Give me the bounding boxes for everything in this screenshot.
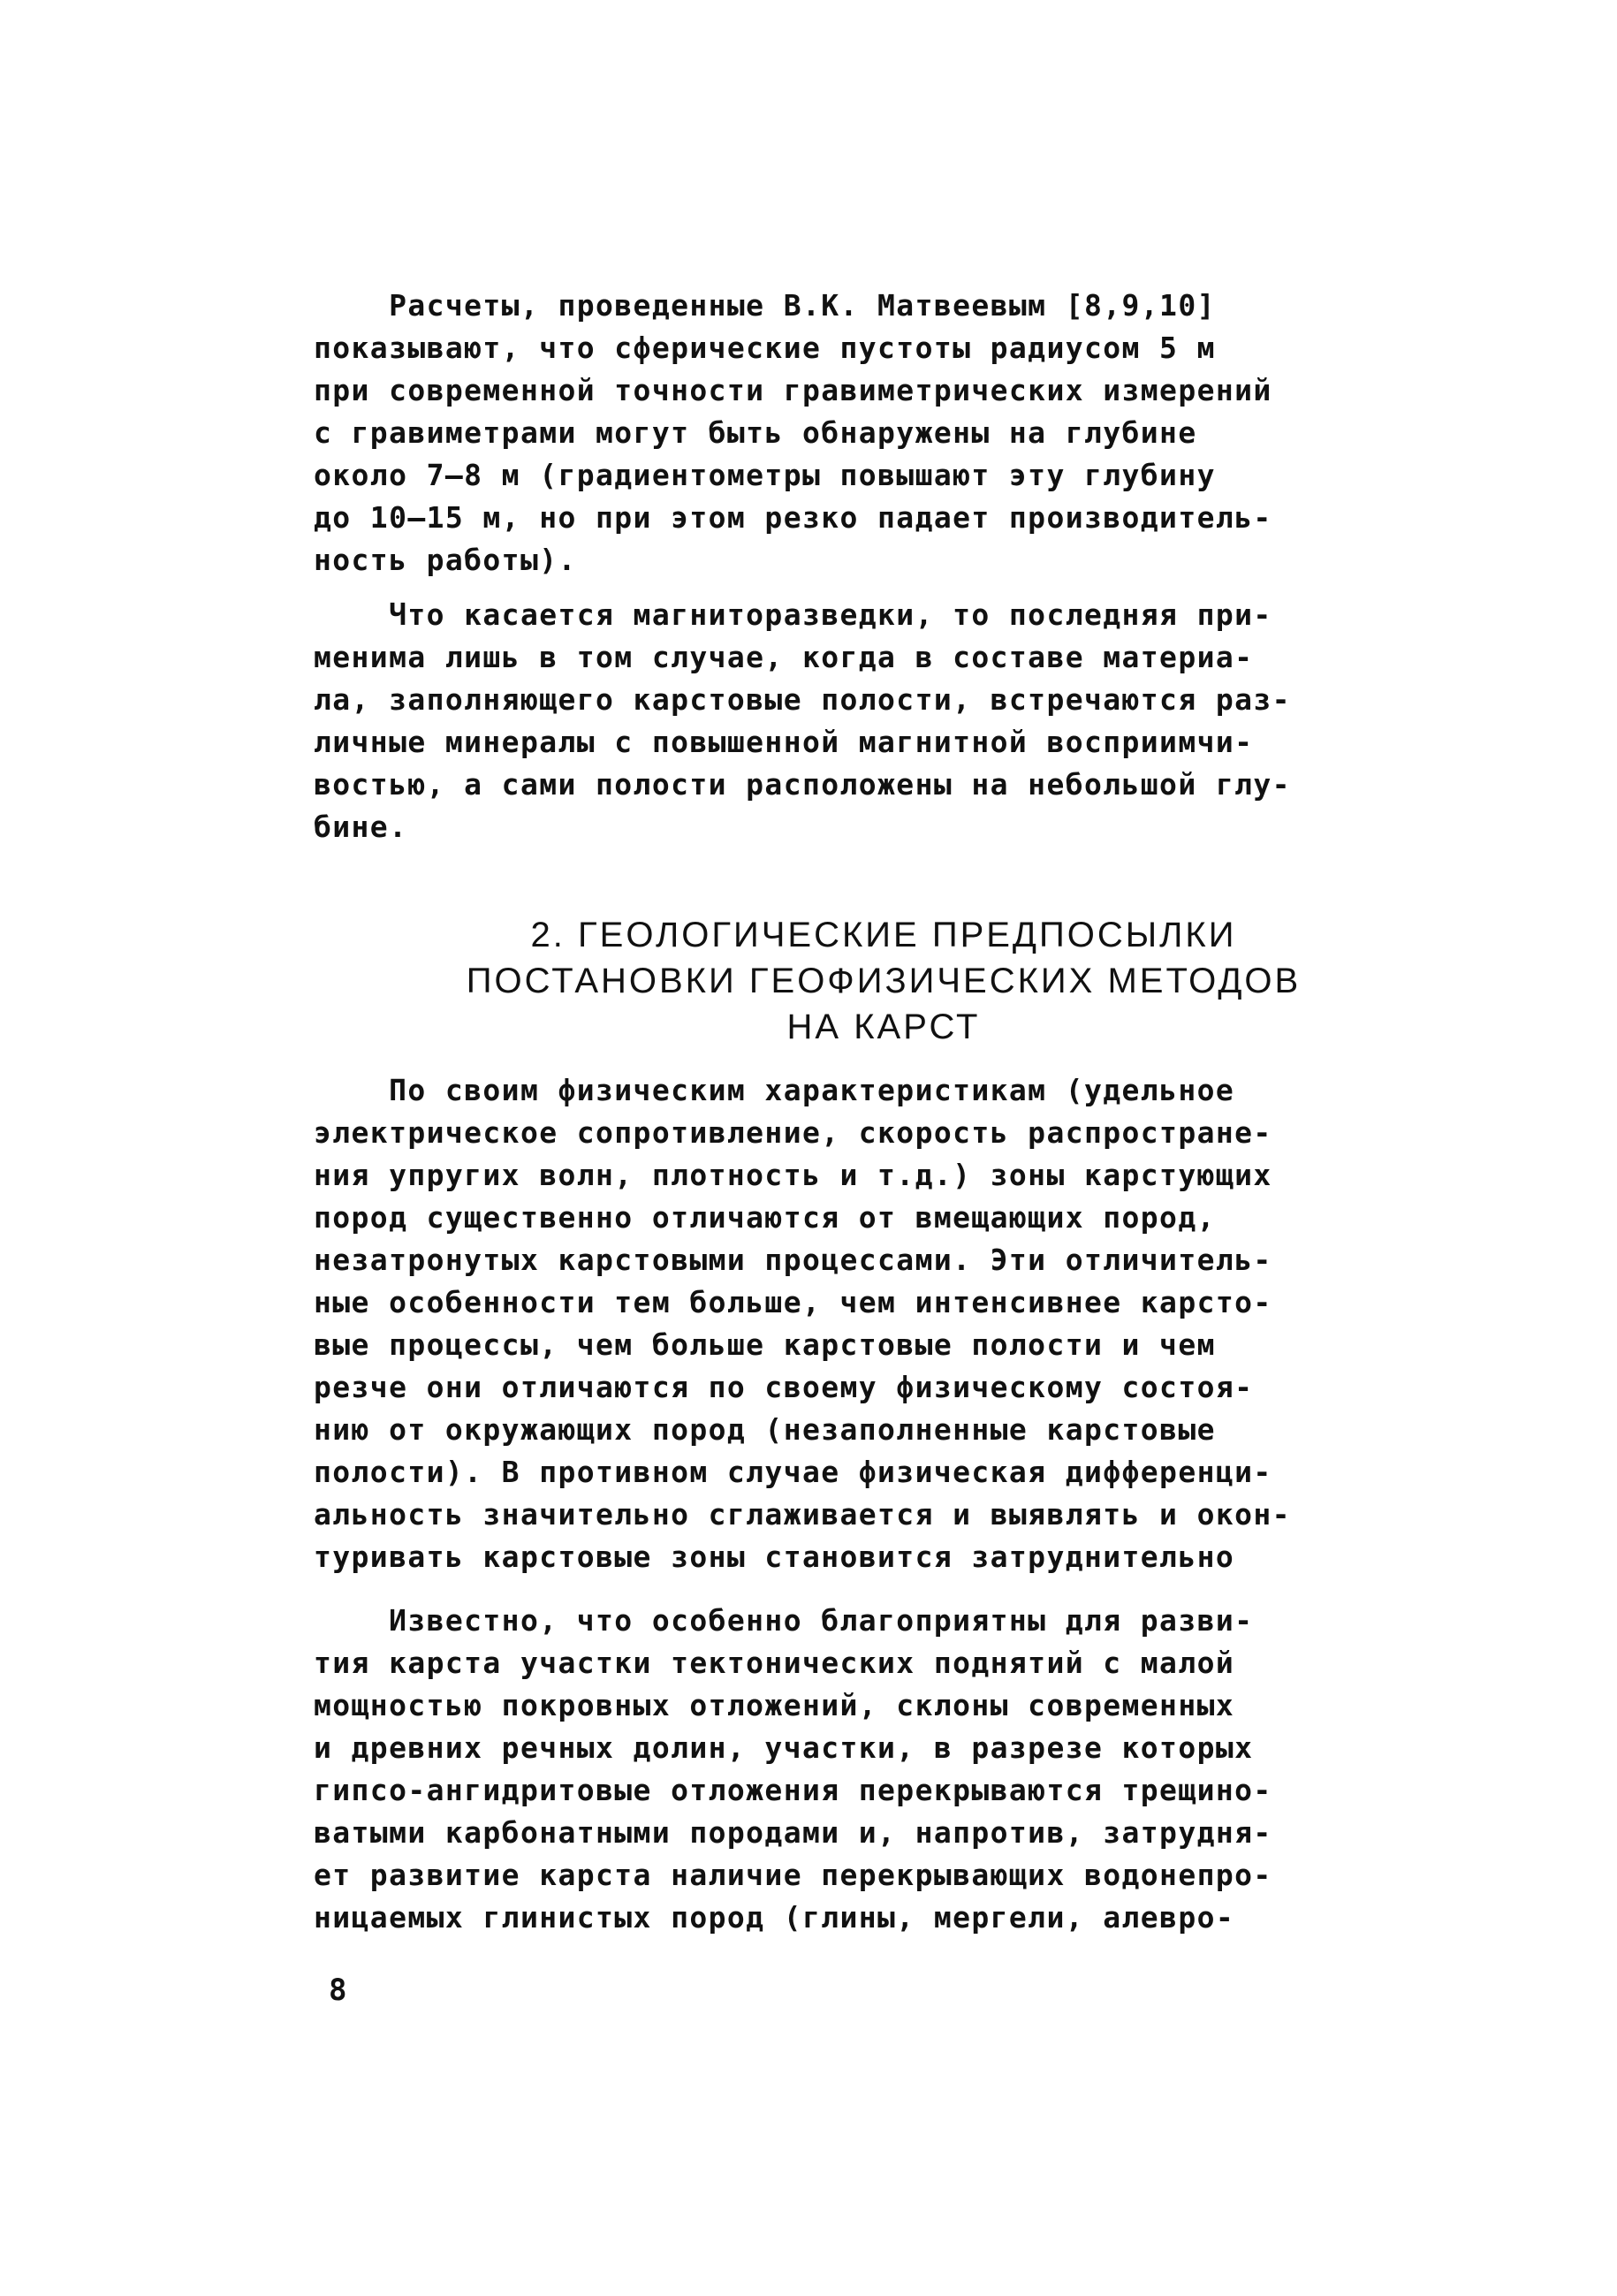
paragraph-physical-characteristics <box>314 1069 1454 1578</box>
text-line: нию от окружающих пород (незаполненные карстовые <box>314 1412 1216 1447</box>
text-line: туривать карстовые зоны становится затруднительно <box>314 1540 1235 1574</box>
text-line: Что касается магниторазведки, то последняя при- <box>314 597 1272 632</box>
text-line: ватыми карбонатными породами и, напротив, затрудня- <box>314 1815 1272 1850</box>
text-line: бине. <box>314 810 408 844</box>
heading-line: 2. ГЕОЛОГИЧЕСКИЕ ПРЕДПОСЫЛКИ <box>530 916 1237 954</box>
heading-line: НА КАРСТ <box>786 1007 981 1046</box>
text-line: ность работы). <box>314 543 577 577</box>
paragraph-magnetic <box>314 594 1454 848</box>
text-line: незатронутых карстовыми процессами. Эти отличитель- <box>314 1243 1272 1277</box>
text-line: ет развитие карста наличие перекрывающих водонепро- <box>314 1858 1272 1892</box>
text-line: альность значительно сглаживается и выявлять и окон- <box>314 1497 1291 1532</box>
page-number: 8 <box>329 1973 347 2008</box>
text-line: гипсо-ангидритовые отложения перекрываются трещино- <box>314 1773 1272 1807</box>
heading-line: ПОСТАНОВКИ ГЕОФИЗИЧЕСКИХ МЕТОДОВ <box>466 962 1302 1000</box>
text-line: до 10–15 м, но при этом резко падает производитель- <box>314 500 1272 535</box>
text-line: около 7–8 м (градиентометры повышают эту глубину <box>314 458 1216 492</box>
text-line: ния упругих волн, плотность и т.д.) зоны карстующих <box>314 1158 1272 1192</box>
text-line: пород существенно отличаются от вмещающих пород, <box>314 1200 1216 1235</box>
text-line: По своим физическим характеристикам (удельное <box>314 1073 1235 1107</box>
text-line: ные особенности тем больше, чем интенсивнее карсто- <box>314 1285 1272 1319</box>
paragraph-karst-development <box>314 1600 1454 1939</box>
text-line: электрическое сопротивление, скорость распростране- <box>314 1115 1272 1150</box>
text-line: ла, заполняющего карстовые полости, встречаются раз- <box>314 682 1291 717</box>
text-line: показывают, что сферические пустоты радиусом 5 м <box>314 331 1216 365</box>
text-line: и древних речных долин, участки, в разрезе которых <box>314 1730 1254 1765</box>
text-line: при современной точности гравиметрических измерений <box>314 373 1272 407</box>
text-line: ницаемых глинистых пород (глины, мергели, алевро- <box>314 1900 1235 1935</box>
text-line: менима лишь в том случае, когда в составе материа- <box>314 640 1254 674</box>
paragraph-calculations <box>314 285 1454 582</box>
text-line: мощностью покровных отложений, склоны современных <box>314 1688 1235 1722</box>
text-line: личные минералы с повышенной магнитной восприимчи- <box>314 725 1254 759</box>
text-line: резче они отличаются по своему физическому состоя- <box>314 1370 1254 1404</box>
text-line: тия карста участки тектонических поднятий с малой <box>314 1646 1235 1680</box>
text-line: с гравиметрами могут быть обнаружены на глубине <box>314 415 1197 450</box>
text-line: Расчеты, проведенные В.К. Матвеевым [8,9,10] <box>314 288 1216 323</box>
section-heading <box>314 912 1454 1050</box>
text-line: Известно, что особенно благоприятны для разви- <box>314 1603 1254 1638</box>
text-line: полости). В противном случае физическая дифференци- <box>314 1455 1272 1489</box>
text-line: востью, а сами полости расположены на небольшой глу- <box>314 767 1291 802</box>
text-line: вые процессы, чем больше карстовые полости и чем <box>314 1327 1216 1362</box>
